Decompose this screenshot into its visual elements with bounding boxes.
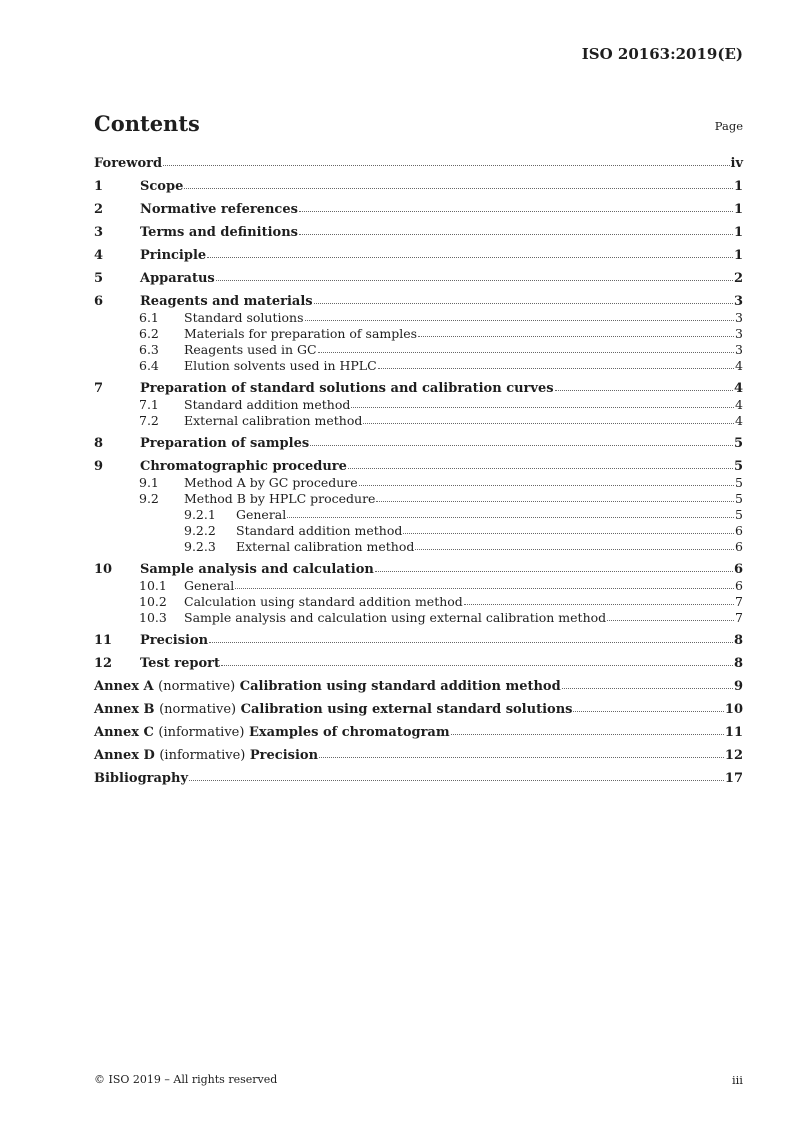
toc-entry[interactable]: [94, 539, 743, 555]
dot-leader: [555, 389, 733, 391]
toc-entry-number: 9.1: [139, 475, 159, 490]
toc-entry-page: 3: [735, 310, 743, 325]
toc-entry-title-group: [184, 397, 350, 413]
copyright-notice: © ISO 2019 – All rights reserved: [94, 1073, 278, 1086]
toc-entry-title-group: [184, 342, 317, 358]
toc-entry[interactable]: [94, 156, 743, 172]
toc-entry[interactable]: [94, 202, 743, 218]
toc-entry-title-group: [94, 771, 188, 787]
toc-entry-title: Precision: [140, 633, 209, 648]
toc-entry-page: 3: [735, 342, 743, 357]
toc-entry-page: 5: [733, 459, 743, 474]
annex-type: (normative): [159, 702, 237, 717]
toc-entry-number: 3: [94, 225, 104, 240]
toc-entry-number: 10.2: [139, 594, 167, 609]
toc-entry[interactable]: [94, 523, 743, 539]
dot-leader: [189, 779, 724, 781]
contents-heading: Contents: [94, 111, 200, 136]
toc-entry-title: General: [184, 578, 235, 593]
dot-leader: [351, 406, 734, 408]
toc-entry-number: 5: [94, 271, 104, 286]
toc-entry-number: 10.1: [139, 578, 167, 593]
toc-entry[interactable]: [94, 413, 743, 429]
dot-leader: [359, 484, 734, 486]
toc-entry-title-group: [94, 725, 450, 741]
dot-leader: [464, 603, 734, 605]
dot-leader: [451, 733, 724, 735]
annex-type: (informative): [159, 748, 246, 763]
toc-entry[interactable]: [94, 459, 743, 475]
toc-entry[interactable]: [94, 702, 743, 718]
toc-entry-title-group: [140, 459, 347, 475]
toc-entry-number: 9.2: [139, 491, 159, 506]
toc-entry[interactable]: [94, 294, 743, 310]
toc-entry[interactable]: [94, 475, 743, 491]
toc-entry-title-group: [94, 748, 318, 764]
dot-leader: [287, 516, 734, 518]
dot-leader: [209, 641, 733, 643]
toc-entry-title-group: [236, 523, 402, 539]
toc-entry-title-group: [94, 156, 162, 172]
toc-entry-page: 7: [735, 594, 743, 609]
toc-entry-title: Bibliography: [94, 771, 189, 786]
toc-entry-page: 17: [724, 771, 743, 786]
dot-leader: [562, 687, 733, 689]
toc-entry-title-group: [140, 271, 215, 287]
toc-entry-number: 6: [94, 294, 104, 309]
dot-leader: [375, 570, 733, 572]
dot-leader: [607, 619, 734, 621]
toc-entry-title-group: [184, 594, 463, 610]
toc-entry-title: Apparatus: [140, 271, 215, 286]
toc-entry-title-group: [140, 248, 206, 264]
toc-entry-page: 10: [724, 702, 743, 717]
toc-entry-number: 11: [94, 633, 113, 648]
toc-entry-page: 5: [733, 436, 743, 451]
dot-leader: [299, 233, 733, 235]
toc-entry-page: 3: [733, 294, 743, 309]
toc-entry-title: Precision: [249, 748, 319, 763]
toc-entry-page: 6: [735, 578, 743, 593]
toc-entry-page: 9: [733, 679, 743, 694]
toc-entry[interactable]: [94, 610, 743, 626]
toc-entry-title: Scope: [140, 179, 184, 194]
toc-entry-number: 10: [94, 562, 113, 577]
toc-entry[interactable]: [94, 633, 743, 649]
toc-entry-title-group: [184, 578, 234, 594]
dot-leader: [314, 302, 733, 304]
annex-type: (normative): [158, 679, 236, 694]
toc-entry-title: Terms and definitions: [140, 225, 298, 240]
toc-entry-title: Sample analysis and calculation: [140, 562, 374, 577]
toc-entry[interactable]: [94, 507, 743, 523]
toc-entry-page: 3: [735, 326, 743, 341]
toc-entry-title-group: [140, 562, 374, 578]
toc-entry[interactable]: [94, 725, 743, 741]
toc-entry-title-group: [184, 326, 417, 342]
toc-entry-title: External calibration method: [236, 539, 415, 554]
toc-entry-title: Method A by GC procedure: [184, 475, 358, 490]
page-number: iii: [731, 1073, 743, 1087]
toc-entry-number: 7: [94, 381, 104, 396]
toc-entry-title: Reagents used in GC: [184, 342, 317, 357]
toc-entry-title-group: [140, 294, 313, 310]
toc-entry-title: Sample analysis and calculation using external calibration method: [184, 610, 607, 625]
toc-entry-title: Foreword: [94, 156, 163, 171]
toc-entry-number: 6.2: [139, 326, 159, 341]
toc-entry-page: 4: [735, 413, 743, 428]
toc-entry-page: 1: [733, 179, 743, 194]
toc-entry-title-group: [184, 475, 358, 491]
toc-entry[interactable]: [94, 436, 743, 452]
toc-entry[interactable]: [94, 771, 743, 787]
toc-entry-number: 6.1: [139, 310, 159, 325]
toc-entry-number: 7.1: [139, 397, 159, 412]
toc-entry-page: 6: [735, 523, 743, 538]
toc-entry-title-group: [140, 179, 183, 195]
toc-entry-number: 12: [94, 656, 113, 671]
toc-entry-title: Method B by HPLC procedure: [184, 491, 376, 506]
toc-entry-title: Normative references: [140, 202, 298, 217]
toc-entry-title-group: [184, 413, 362, 429]
toc-entry-title-group: [140, 436, 309, 452]
toc-entry-page: 6: [733, 562, 743, 577]
dot-leader: [348, 467, 733, 469]
toc-entry-title: Elution solvents used in HPLC: [184, 358, 377, 373]
toc-entry-number: 9.2.2: [184, 523, 216, 538]
dot-leader: [221, 664, 733, 666]
page-column-label: Page: [714, 119, 743, 133]
toc-entry-page: 8: [733, 656, 743, 671]
dot-leader: [378, 367, 734, 369]
dot-leader: [299, 210, 733, 212]
toc-entry-page: 5: [735, 491, 743, 506]
toc-entry-number: 6.3: [139, 342, 159, 357]
toc-entry[interactable]: [94, 342, 743, 358]
toc-entry-title-group: [236, 539, 414, 555]
toc-entry-title-group: [94, 679, 561, 695]
toc-entry[interactable]: [94, 310, 743, 326]
toc-entry-title: Calculation using standard addition method: [184, 594, 463, 609]
toc-entry-number: 10.3: [139, 610, 167, 625]
table-of-contents: [94, 156, 743, 787]
dot-leader: [403, 532, 734, 534]
toc-entry-page: 2: [733, 271, 743, 286]
toc-entry-title-group: [140, 633, 208, 649]
toc-entry-title: Examples of chromatogram: [248, 725, 450, 740]
toc-entry-title-group: [184, 310, 304, 326]
annex-label: Annex C: [94, 725, 154, 740]
toc-entry-number: 8: [94, 436, 104, 451]
toc-entry-title: Test report: [140, 656, 221, 671]
toc-entry[interactable]: [94, 225, 743, 241]
toc-entry-title-group: [236, 507, 286, 523]
annex-label: Annex D: [94, 748, 155, 763]
toc-entry-title: Preparation of standard solutions and calibration curves: [140, 381, 554, 396]
toc-entry-title: Calibration using standard addition method: [239, 679, 561, 694]
toc-entry-title-group: [140, 656, 220, 672]
toc-entry[interactable]: [94, 578, 743, 594]
toc-entry-title: Principle: [140, 248, 207, 263]
toc-entry-number: 7.2: [139, 413, 159, 428]
toc-entry-page: 6: [735, 539, 743, 554]
toc-entry-title: Standard solutions: [184, 310, 304, 325]
dot-leader: [235, 587, 734, 589]
toc-entry-title: Reagents and materials: [140, 294, 313, 309]
toc-entry-title-group: [140, 381, 554, 397]
toc-entry-page: 1: [733, 225, 743, 240]
toc-entry[interactable]: [94, 679, 743, 695]
toc-entry[interactable]: [94, 381, 743, 397]
dot-leader: [418, 335, 734, 337]
toc-entry-page: 1: [733, 248, 743, 263]
toc-entry-title: Standard addition method: [184, 397, 351, 412]
toc-entry-number: 9: [94, 459, 104, 474]
toc-entry[interactable]: [94, 358, 743, 374]
dot-leader: [318, 351, 735, 353]
toc-entry-title: Preparation of samples: [140, 436, 310, 451]
toc-entry-page: 4: [735, 358, 743, 373]
toc-entry-number: 6.4: [139, 358, 159, 373]
dot-leader: [163, 164, 729, 166]
toc-entry-title-group: [140, 225, 298, 241]
toc-entry-number: 4: [94, 248, 104, 263]
toc-entry-page: 1: [733, 202, 743, 217]
toc-entry-page: 4: [733, 381, 743, 396]
toc-entry[interactable]: [94, 248, 743, 264]
toc-entry-page: 5: [735, 475, 743, 490]
toc-entry-page: 7: [735, 610, 743, 625]
toc-entry-title-group: [184, 491, 375, 507]
annex-label: Annex A: [94, 679, 154, 694]
annex-label: Annex B: [94, 702, 155, 717]
dot-leader: [573, 710, 723, 712]
toc-entry[interactable]: [94, 656, 743, 672]
toc-entry[interactable]: [94, 397, 743, 413]
dot-leader: [376, 500, 734, 502]
toc-entry-title: Standard addition method: [236, 523, 403, 538]
toc-entry[interactable]: [94, 594, 743, 610]
document-id: ISO 20163:2019(E): [581, 45, 743, 63]
toc-entry-number: 9.2.1: [184, 507, 216, 522]
dot-leader: [184, 187, 733, 189]
dot-leader: [415, 548, 734, 550]
toc-entry[interactable]: [94, 562, 743, 578]
toc-entry-title: External calibration method: [184, 413, 363, 428]
toc-entry-number: 9.2.3: [184, 539, 216, 554]
dot-leader: [216, 279, 733, 281]
toc-entry-page: 4: [735, 397, 743, 412]
toc-entry-number: 2: [94, 202, 104, 217]
toc-entry[interactable]: [94, 271, 743, 287]
annex-type: (informative): [158, 725, 245, 740]
toc-entry-title: Chromatographic procedure: [140, 459, 347, 474]
dot-leader: [305, 319, 735, 321]
toc-entry-page: 12: [724, 748, 743, 763]
toc-entry-title: General: [236, 507, 287, 522]
dot-leader: [363, 422, 734, 424]
dot-leader: [207, 256, 733, 258]
toc-entry-page: 5: [735, 507, 743, 522]
dot-leader: [319, 756, 724, 758]
dot-leader: [310, 444, 733, 446]
toc-entry[interactable]: [94, 491, 743, 507]
toc-entry[interactable]: [94, 748, 743, 764]
toc-entry-title: Materials for preparation of samples: [184, 326, 418, 341]
toc-entry[interactable]: [94, 326, 743, 342]
toc-entry[interactable]: [94, 179, 743, 195]
toc-entry-page: 8: [733, 633, 743, 648]
toc-entry-title-group: [184, 358, 377, 374]
toc-entry-title-group: [184, 610, 606, 626]
toc-entry-number: 1: [94, 179, 104, 194]
toc-entry-title-group: [140, 202, 298, 218]
toc-entry-page: iv: [730, 156, 743, 171]
toc-entry-title: Calibration using external standard solutions: [240, 702, 573, 717]
toc-entry-title-group: [94, 702, 572, 718]
toc-entry-page: 11: [724, 725, 743, 740]
